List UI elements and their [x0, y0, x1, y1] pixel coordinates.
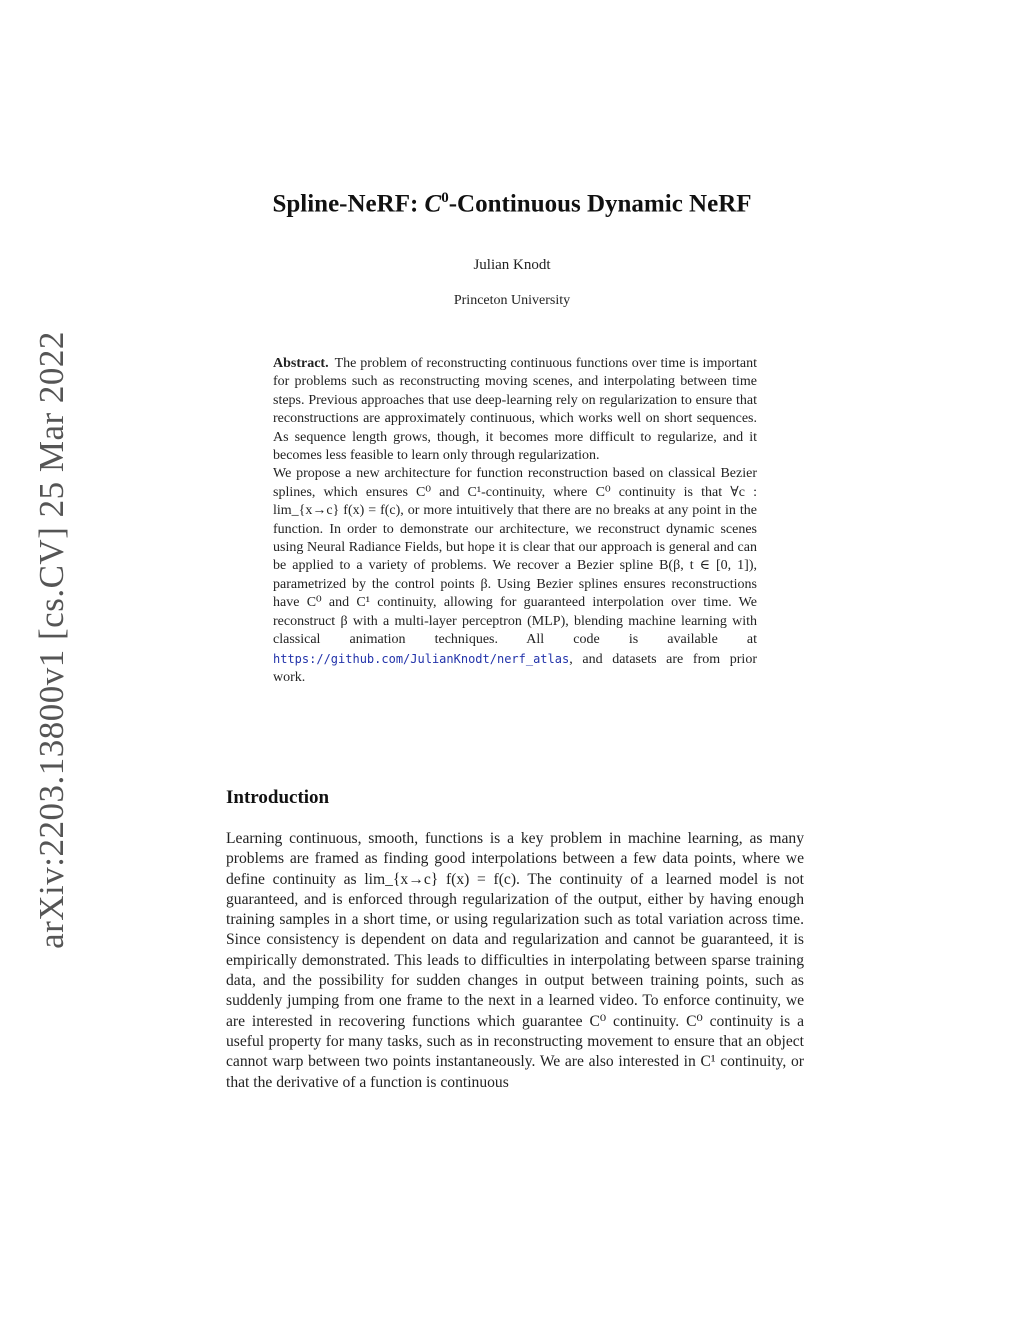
title-prefix: Spline-NeRF:: [272, 190, 425, 218]
abstract-paragraph-1: [273, 355, 757, 465]
abstract: [273, 355, 757, 687]
title-superscript: 0: [441, 190, 449, 206]
abstract-text-1: The problem of reconstructing continuous functions over time is important for problems such as reconstructing moving scenes, and interpolating between time steps. Previous approaches that use deep-learning rely on regularization to ensure that reconstructions are approximately continuous, which works well on short sequences. As sequence length grows, though, it becomes more difficult to regularize, and it becomes less feasible to learn only through regularization.: [273, 356, 757, 464]
arxiv-identifier: arXiv:2203.13800v1 [cs.CV] 25 Mar 2022: [32, 331, 71, 949]
section-heading-introduction: Introduction: [226, 787, 330, 808]
author-name: Julian Knodt: [473, 257, 551, 273]
introduction-text: Learning continuous, smooth, functions is a key problem in machine learning, as many problems are framed as finding good interpolations between a few data points, where we define continuity as lim_{x→c} f(x) = f(c). The continuity of a learned model is not guaranteed, and is enforced through regularization of the output, either by having enough training samples in a short time, or using regularization such as total variation across time. Since consistency is dependent on data and regularization and cannot be guaranteed, it is empirically demonstrated. This leads to difficulties in interpolating between sparse training data, and the possibility for sudden changes in output between training points, such as suddenly jumping from one frame to the next in a learned video. To enforce continuity, we are interested in recovering functions which guarantee C⁰ continuity. C⁰ continuity is a useful property for many tasks, such as in reconstructing movement to ensure that an object cannot warp between two points instantaneously. We are also interested in C¹ continuity, or that the derivative of a function is continuous: [226, 830, 804, 1091]
abstract-paragraph-2: [273, 465, 757, 687]
abstract-closing: , and datasets are from prior work.: [273, 651, 757, 685]
code-link[interactable]: https://github.com/JulianKnodt/nerf_atlas: [273, 651, 570, 666]
author-affiliation: Princeton University: [453, 293, 571, 308]
title-suffix: -Continuous Dynamic NeRF: [448, 190, 752, 218]
paper-title: [0, 190, 1024, 218]
title-symbol: C: [424, 190, 442, 218]
abstract-text-2: We propose a new architecture for function reconstruction based on classical Bezier splines, which ensures C⁰ and C¹-continuity, where C⁰ continuity is that ∀c : lim_{x→c} f(x) = f(c), or more intuitively that there are no breaks at any point in the function. In order to demonstrate our architecture, we reconstruct dynamic scenes using Neural Radiance Fields, but hope it is clear that our approach is general and can be applied to a variety of problems. We recover a Bezier spline B(β, t ∈ [0, 1]), parametrized by the control points β. Using Bezier splines ensures reconstructions have C⁰ and C¹ continuity, allowing for guaranteed interpolation over time. We reconstruct β with a multi-layer perceptron (MLP), blending machine learning with classical animation techniques. All code is available at: [273, 466, 757, 648]
abstract-label: Abstract.: [273, 356, 329, 371]
